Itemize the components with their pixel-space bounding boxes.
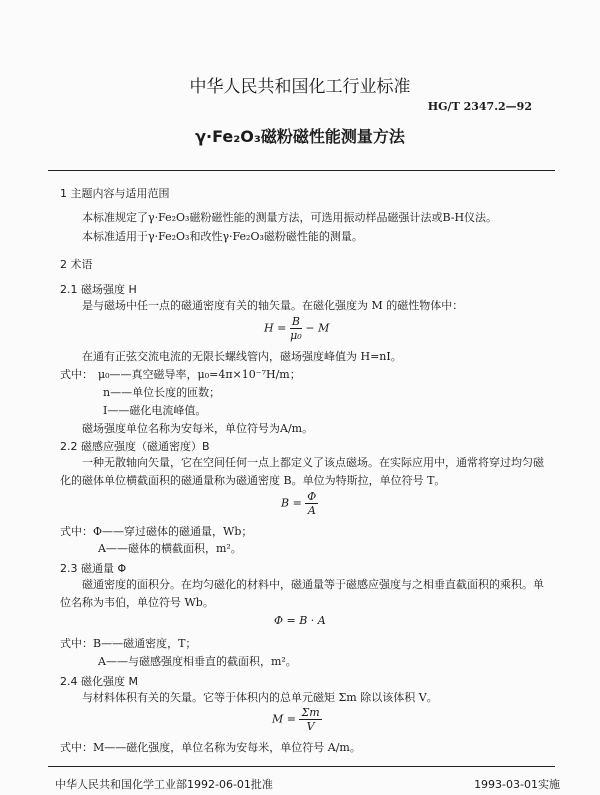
equation-phi: Φ = B · A <box>274 614 326 627</box>
equation-h <box>264 315 329 342</box>
section-2-3-paragraph-line-1: 磁通密度的面积分。在均匀磁化的材料中，磁通量等于磁感应强度与之相垂直截面积的乘积。单 <box>82 578 544 591</box>
section-1-paragraph-2: 本标准适用于γ·Fe₂O₃和改性γ·Fe₂O₃磁粉磁性能的测量。 <box>82 230 363 243</box>
equation-m-denominator: V <box>306 720 315 733</box>
section-2-2-paragraph-line-2: 化的磁体单位横截面积的磁通量称为磁通密度 B。单位为特斯拉，单位符号 T。 <box>60 474 446 487</box>
where-b: 式中：B——磁通密度，T； <box>60 637 197 650</box>
section-2-1-unit: 磁场强度单位名称为安每米，单位符号为A/m。 <box>82 422 314 435</box>
section-2-2-paragraph-line-1: 一种无散轴向矢量，它在空间任何一点上都定义了该点磁场。在实际应用中，通常将穿过均匀磁 <box>82 456 544 469</box>
standard-code: HG/T 2347.2—92 <box>427 100 532 113</box>
document-title: γ·Fe₂O₃磁粉磁性能测量方法 <box>195 127 405 146</box>
equation-b-numerator: Φ <box>307 490 317 503</box>
equation-b-lhs: B = <box>281 496 302 510</box>
equation-h-rhs: − M <box>305 321 330 335</box>
section-2-4-heading: 2.4 磁化强度 M <box>60 675 138 688</box>
where-i: I——磁化电流峰值。 <box>103 404 207 417</box>
where-label: 式中： <box>60 368 93 381</box>
equation-m-fraction <box>299 706 321 733</box>
equation-m-numerator: Σm <box>301 706 320 719</box>
equation-m <box>272 706 322 733</box>
equation-b-fraction <box>305 490 318 517</box>
section-2-2-heading: 2.2 磁感应强度（磁通密度）B <box>60 440 210 453</box>
equation-h-denominator: μ₀ <box>290 329 302 342</box>
where-phi: 式中：Φ——穿过磁体的磁通量，Wb； <box>60 525 253 538</box>
section-2-1-paragraph-1: 是与磁场中任一点的磁通密度有关的轴矢量。在磁化强度为 M 的磁性物体中： <box>82 299 464 312</box>
equation-b-denominator: A <box>307 504 316 517</box>
equation-h-lhs: H = <box>264 321 287 335</box>
section-2-heading: 2 术语 <box>60 258 93 271</box>
equation-b <box>281 490 318 517</box>
where-area: A——与磁感强度相垂直的截面积，m²。 <box>98 655 297 668</box>
section-2-1-paragraph-2: 在通有正弦交流电流的无限长螺线管内，磁场强度峰值为 H=nI。 <box>82 350 402 363</box>
section-2-4-paragraph: 与材料体积有关的矢量。它等于体积内的总单元磁矩 Σm 除以该体积 V。 <box>82 691 438 704</box>
equation-m-lhs: M = <box>272 712 296 726</box>
equation-h-numerator: B <box>291 315 300 328</box>
footer-rule <box>48 766 555 767</box>
equation-h-fraction <box>290 315 302 342</box>
where-m: 式中：M——磁化强度，单位名称为安每米，单位符号 A/m。 <box>60 741 361 754</box>
section-2-3-heading: 2.3 磁通量 Φ <box>60 562 127 575</box>
section-2-3-paragraph-line-2: 位名称为韦伯，单位符号 Wb。 <box>60 596 214 609</box>
where-a: A——磁体的横截面积，m²。 <box>98 542 242 555</box>
where-n: n——单位长度的匝数； <box>103 386 221 399</box>
section-2-1-heading: 2.1 磁场强度 H <box>60 283 137 296</box>
section-1-paragraph-1: 本标准规定了γ·Fe₂O₃磁粉磁性能的测量方法，可选用振动样品磁强计法或B-H仪法。 <box>82 211 498 224</box>
section-1-heading: 1 主题内容与适用范围 <box>60 187 170 200</box>
header-rule <box>48 170 555 171</box>
where-mu0: μ₀——真空磁导率，μ₀=4π×10⁻⁷H/m； <box>98 368 301 381</box>
approval-note: 中华人民共和国化学工业部1992-06-01批准 <box>55 778 273 791</box>
org-title: 中华人民共和国化工行业标准 <box>189 77 411 97</box>
effective-date: 1993-03-01实施 <box>474 778 560 791</box>
